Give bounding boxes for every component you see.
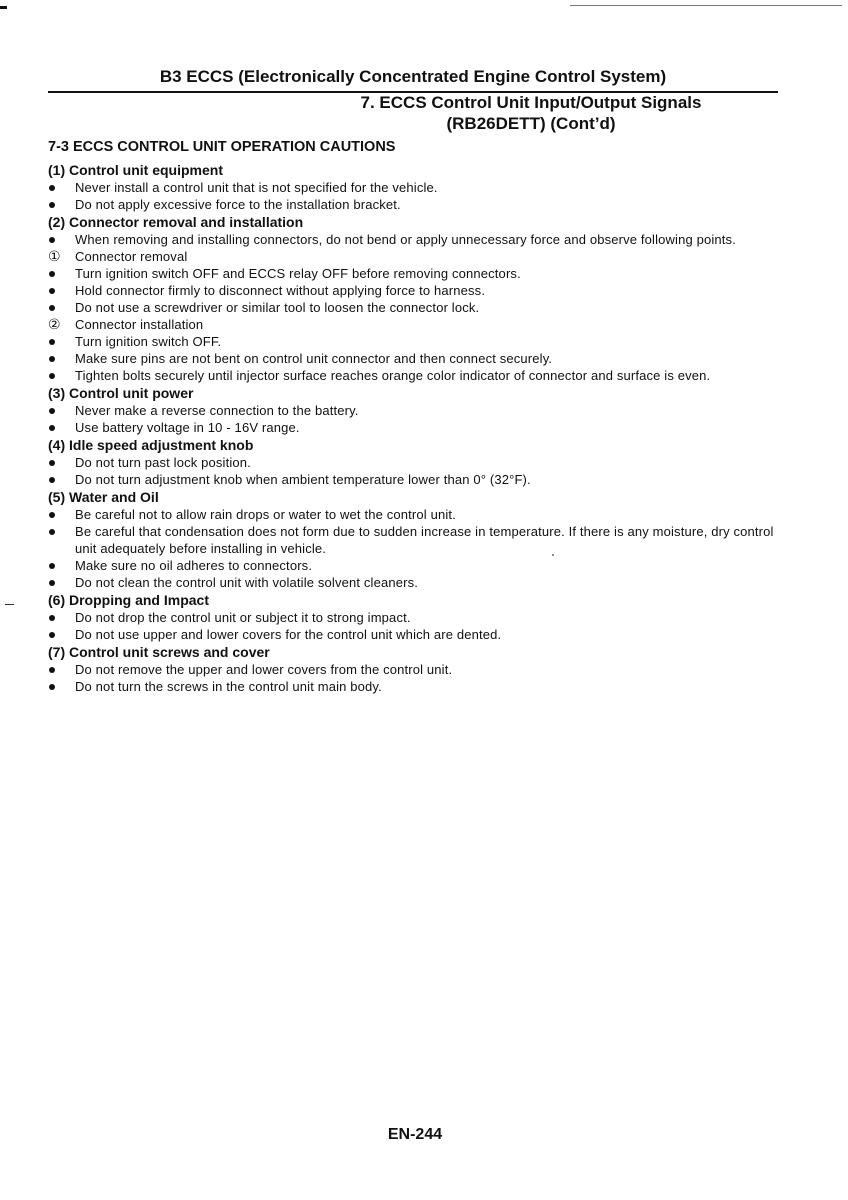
bullet-icon — [48, 333, 75, 350]
bullet-icon — [48, 574, 75, 591]
bullet-icon — [48, 626, 75, 643]
item-text: Make sure no oil adheres to connectors. — [75, 558, 313, 573]
bullet-icon — [48, 402, 75, 419]
bullet-icon — [48, 231, 75, 248]
bullet-icon — [48, 282, 75, 299]
list-item — [48, 265, 780, 282]
caution-section — [48, 489, 780, 591]
bullet-icon — [48, 454, 75, 471]
item-text: Do not apply excessive force to the installation bracket. — [75, 197, 401, 212]
step-number: ② — [48, 316, 61, 332]
caution-section — [48, 644, 780, 695]
item-text: Connector installation — [75, 317, 204, 332]
section-heading: (3) Control unit power — [48, 385, 194, 401]
item-text: Never make a reverse connection to the battery. — [75, 403, 359, 418]
item-text: Do not clean the control unit with volatile solvent cleaners. — [75, 575, 418, 590]
list-item — [48, 316, 780, 333]
item-text: Make sure pins are not bent on control unit connector and then connect securely. — [75, 351, 553, 366]
section-heading: (2) Connector removal and installation — [48, 214, 304, 230]
list-item — [48, 678, 780, 695]
section-header: B3 ECCS (Electronically Concentrated Engine Control System) — [48, 66, 778, 93]
caution-section — [48, 385, 780, 436]
caution-section — [48, 592, 780, 643]
item-text: Hold connector firmly to disconnect without applying force to harness. — [75, 283, 486, 298]
bullet-icon — [48, 661, 75, 678]
list-item — [48, 179, 780, 196]
section-heading: (1) Control unit equipment — [48, 162, 223, 178]
item-text: Turn ignition switch OFF. — [75, 334, 222, 349]
list-item — [48, 661, 780, 678]
margin-tick — [5, 604, 14, 605]
list-item — [48, 574, 780, 591]
item-text: Do not remove the upper and lower covers from the control unit. — [75, 662, 453, 677]
item-text: Do not use upper and lower covers for the control unit which are dented. — [75, 627, 502, 642]
item-text: Do not drop the control unit or subject it to strong impact. — [75, 610, 411, 625]
list-item — [48, 402, 780, 419]
section-heading: (4) Idle speed adjustment knob — [48, 437, 254, 453]
item-text: Be careful that condensation does not form due to sudden increase in temperature. If there is any moisture, dry control unit adequately before installing in vehicle. — [75, 524, 774, 556]
bullet-icon — [48, 506, 75, 523]
bullet-icon — [48, 678, 75, 695]
list-item — [48, 523, 780, 557]
bullet-icon — [48, 179, 75, 196]
item-text: Do not use a screwdriver or similar tool to loosen the connector lock. — [75, 300, 480, 315]
list-item — [48, 626, 780, 643]
bullet-icon — [48, 367, 75, 384]
bullet-icon — [48, 265, 75, 282]
item-text: Be careful not to allow rain drops or water to wet the control unit. — [75, 507, 456, 522]
list-item — [48, 333, 780, 350]
bullet-icon — [48, 523, 75, 557]
item-text: Connector removal — [75, 249, 188, 264]
top-rule — [570, 5, 842, 6]
item-text: When removing and installing connectors, do not bend or apply unnecessary force and observe following points. — [75, 232, 736, 247]
list-item — [48, 282, 780, 299]
list-item — [48, 454, 780, 471]
list-item — [48, 419, 780, 436]
page-title-line-2: (RB26DETT) (Cont’d) — [446, 114, 616, 133]
caution-sections — [48, 162, 780, 695]
item-text: Do not turn past lock position. — [75, 455, 251, 470]
item-text: Do not turn the screws in the control unit main body. — [75, 679, 382, 694]
list-item — [48, 196, 780, 213]
caution-section — [48, 437, 780, 488]
item-text: Do not turn adjustment knob when ambient temperature lower than 0° (32°F). — [75, 472, 531, 487]
list-item — [48, 350, 780, 367]
caution-section — [48, 162, 780, 213]
subsection-title: 7-3 ECCS CONTROL UNIT OPERATION CAUTIONS — [48, 139, 396, 155]
page-title — [300, 92, 762, 134]
page-title-line-1: 7. ECCS Control Unit Input/Output Signals — [360, 93, 702, 112]
corner-mark — [0, 6, 7, 9]
list-item — [48, 231, 780, 248]
caution-section — [48, 214, 780, 384]
step-number: ① — [48, 248, 61, 264]
bullet-icon — [48, 299, 75, 316]
list-item — [48, 557, 780, 574]
item-text: Use battery voltage in 10 - 16V range. — [75, 420, 300, 435]
bullet-icon — [48, 471, 75, 488]
document-body — [48, 137, 780, 695]
list-item — [48, 506, 780, 523]
item-text: Tighten bolts securely until injector surface reaches orange color indicator of connector and surface is even. — [75, 368, 711, 383]
list-item — [48, 248, 780, 265]
list-item — [48, 299, 780, 316]
bullet-icon — [48, 196, 75, 213]
item-text: Turn ignition switch OFF and ECCS relay OFF before removing connectors. — [75, 266, 521, 281]
section-heading: (5) Water and Oil — [48, 489, 159, 505]
page-number: EN-244 — [387, 1126, 443, 1143]
list-item — [48, 471, 780, 488]
bullet-icon — [48, 350, 75, 367]
bullet-icon — [48, 419, 75, 436]
bullet-icon — [48, 609, 75, 626]
section-heading: (7) Control unit screws and cover — [48, 644, 270, 660]
list-item — [48, 609, 780, 626]
section-heading: (6) Dropping and Impact — [48, 592, 209, 608]
bullet-icon — [48, 557, 75, 574]
list-item — [48, 367, 780, 384]
item-text: Never install a control unit that is not specified for the vehicle. — [75, 180, 438, 195]
